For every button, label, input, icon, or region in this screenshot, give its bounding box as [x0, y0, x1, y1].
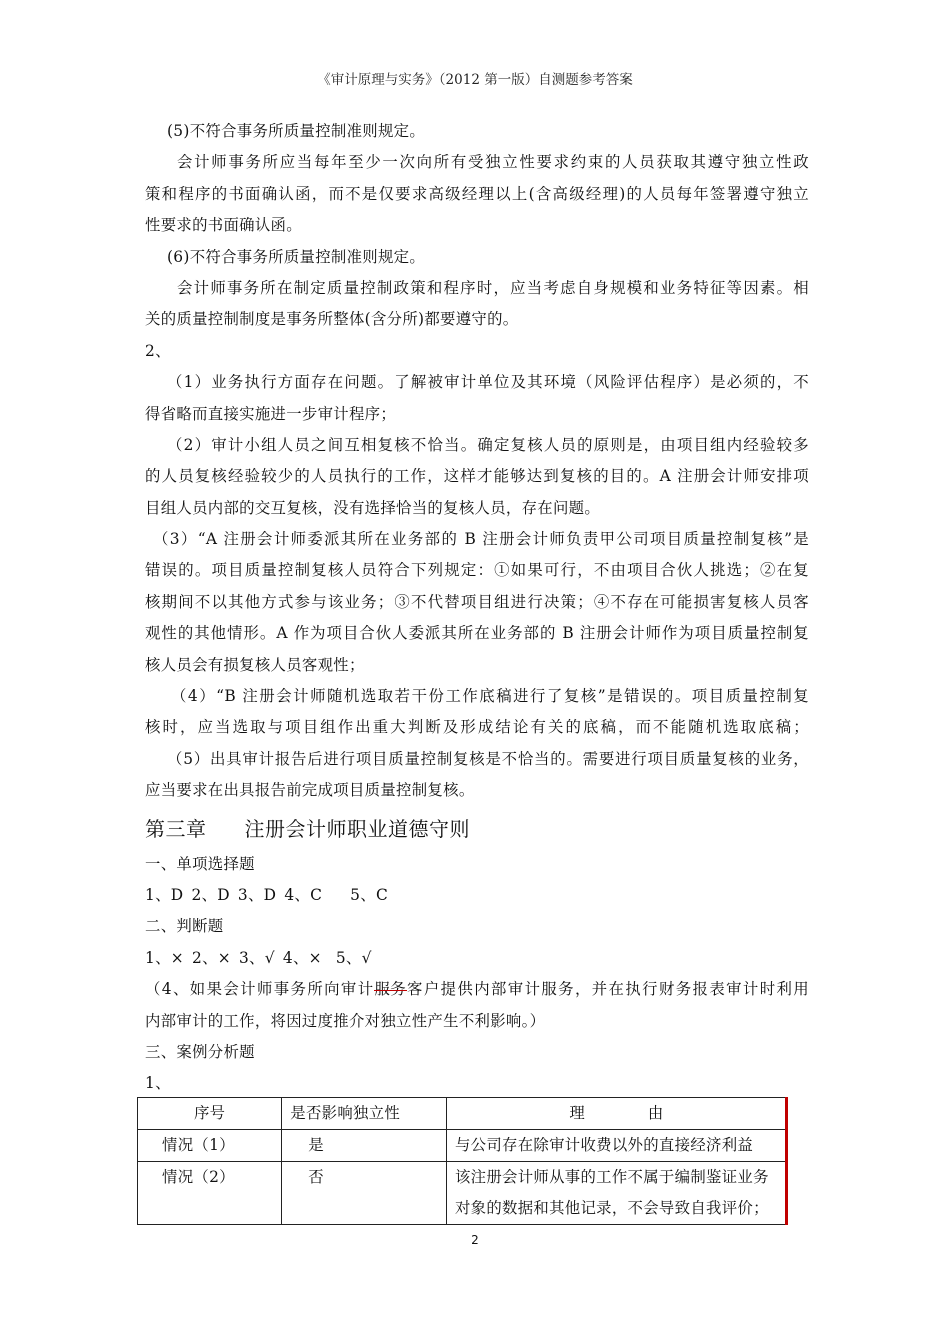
paragraph-line: 观性的其他情形。A 作为项目合伙人委派其所在业务部的 B 注册会计师作为项目质量控制复 — [145, 624, 809, 643]
note-text: （4、如果会计师事务所向审计 — [145, 980, 375, 999]
answer-item: 3、D — [237, 885, 277, 904]
paragraph-line: 核人员会有损复核人员客观性； — [145, 655, 365, 674]
paragraph-line: 会计师事务所应当每年至少一次向所有受独立性要求约束的人员获取其遵守独立性政 — [177, 153, 809, 172]
table-header-cell: 理 由 — [446, 1098, 786, 1130]
section-title: 二、判断题 — [145, 917, 224, 936]
paragraph-line: 错误的。项目质量控制复核人员符合下列规定：①如果可行，不由项目合伙人挑选；②在复 — [145, 561, 809, 580]
table-header-cell: 序号 — [138, 1098, 282, 1130]
paragraph-line: （4）“B 注册会计师随机选取若干份工作底稿进行了复核”是错误的。项目质量控制复 — [171, 687, 809, 706]
answer-note: 内部审计的工作，将因过度推介对独立性产生不利影响。） — [145, 1011, 546, 1030]
chapter-title: 注册会计师职业道德守则 — [244, 816, 470, 841]
paragraph-line: 关的质量控制制度是事务所整体(含分所)都要遵守的。 — [145, 310, 519, 329]
struck-text: 服务 — [375, 974, 406, 1005]
paragraph-line: （1）业务执行方面存在问题。了解被审计单位及其环境（风险评估程序）是必须的，不 — [167, 373, 809, 392]
page-number: 2 — [471, 1233, 479, 1247]
paragraph-line: 应当要求在出具报告前完成项目质量控制复核。 — [145, 781, 475, 800]
answer-item: 2、D — [191, 885, 230, 904]
answer-item: 4、× — [282, 948, 322, 967]
paragraph-line: 性要求的书面确认函。 — [145, 216, 302, 235]
answer-list — [145, 880, 809, 911]
paragraph-line: 的人员复核经验较少的人员执行的工作，这样才能够达到复核的目的。A 注册会计师安排项 — [145, 467, 809, 486]
answer-item: 3、√ — [238, 948, 275, 967]
table-header-row — [138, 1098, 787, 1130]
paragraph-line: 策和程序的书面确认函，而不是仅要求高级经理以上(含高级经理)的人员每年签署遵守独立 — [145, 184, 809, 203]
answer-item: 2、× — [191, 948, 231, 967]
table-cell-line: 对象的数据和其他记录，不会导致自我评价； — [454, 1199, 769, 1217]
note-text: 客户提供内部审计服务，并在执行财务报表审计时利用 — [405, 980, 809, 999]
table-header-cell: 是否影响独立性 — [282, 1098, 447, 1130]
table-cell: 情况（1） — [138, 1130, 282, 1162]
question-number: 2、 — [145, 341, 171, 360]
body-text — [145, 116, 809, 1100]
table-cell: 是 — [282, 1130, 447, 1162]
revision-margin-bar — [785, 1097, 788, 1225]
paragraph-line: 得省略而直接实施进一步审计程序； — [145, 404, 397, 423]
paragraph-line: 会计师事务所在制定质量控制政策和程序时，应当考虑自身规模和业务特征等因素。相 — [177, 278, 809, 297]
paragraph-line: （3）“A 注册会计师委派其所在业务部的 B 注册会计师负责甲公司项目质量控制复核”是 — [153, 530, 809, 549]
table-cell: 情况（2） — [138, 1162, 282, 1225]
case-analysis-table — [137, 1097, 787, 1225]
paragraph-line: (6)不符合事务所质量控制准则规定。 — [167, 247, 426, 266]
chapter-number: 第三章 — [145, 816, 207, 841]
paragraph-line: （5）出具审计报告后进行项目质量控制复核是不恰当的。需要进行项目质量复核的业务， — [167, 749, 809, 768]
answer-item: 1、× — [145, 948, 184, 967]
section-title: 三、案例分析题 — [145, 1042, 255, 1061]
paragraph-line: 核时，应当选取与项目组作出重大判断及形成结论有关的底稿，而不能随机选取底稿； — [145, 718, 809, 737]
answer-list — [145, 943, 809, 974]
paragraph-line: （2）审计小组人员之间互相复核不恰当。确定复核人员的原则是，由项目组内经验较多 — [167, 435, 809, 454]
question-number: 1、 — [145, 1074, 171, 1093]
answer-item: 5、C — [350, 885, 389, 904]
table-row — [138, 1162, 787, 1225]
answer-item: 1、D — [145, 885, 184, 904]
table-cell — [446, 1162, 786, 1225]
chapter-heading — [145, 809, 809, 849]
paragraph-line: 目组人员内部的交互复核，没有选择恰当的复核人员，存在问题。 — [145, 498, 601, 517]
table-cell-line: 该注册会计师从事的工作不属于编制鉴证业务 — [454, 1168, 769, 1186]
running-header: 《审计原理与实务》（2012 第一版）自测题参考答案 — [317, 72, 633, 88]
answer-item: 5、√ — [335, 948, 372, 967]
paragraph-line: (5)不符合事务所质量控制准则规定。 — [167, 122, 426, 140]
answer-note — [145, 974, 809, 1005]
table-cell: 否 — [282, 1162, 447, 1225]
paragraph-line: 核期间不以其他方式参与该业务；③不代替项目组进行决策；④不存在可能损害复核人员客 — [145, 592, 809, 611]
answer-item: 4、C — [284, 885, 323, 904]
table-row — [138, 1130, 787, 1162]
section-title: 一、单项选择题 — [145, 854, 255, 873]
table-cell: 与公司存在除审计收费以外的直接经济利益 — [446, 1130, 786, 1162]
